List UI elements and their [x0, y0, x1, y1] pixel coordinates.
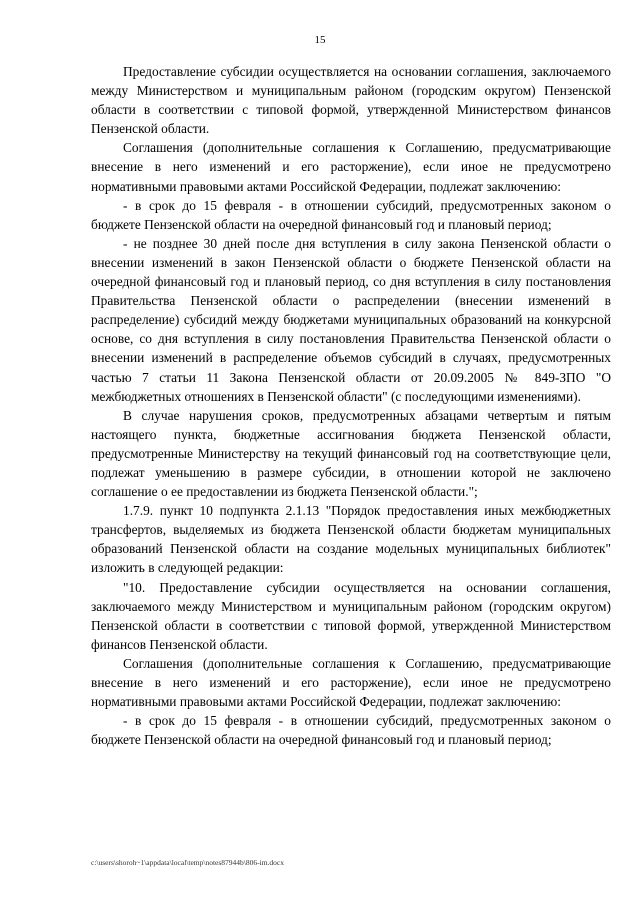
paragraph: - в срок до 15 февраля - в отношении субсидий, предусмотренных законом о бюджете Пензенской области на очередной финансовый год и плановый период; [91, 713, 611, 748]
footer-file-path: c:\users\shoroh~1\appdata\local\temp\notes87944b\806-im.docx [91, 858, 284, 867]
paragraph: - в срок до 15 февраля - в отношении субсидий, предусмотренных законом о бюджете Пензенской области на очередной финансовый год и плановый период; [91, 197, 611, 232]
paragraph: - не позднее 30 дней после дня вступления в силу закона Пензенской области о внесении изменений в закон Пензенской области о бюджете Пензенской области на очередной финансовый год и плановый период, со дня вступления в силу постановления Правительства Пензенской области о распределении (внесении изменений в распределение) субсидий между бюджетами муниципальных образований на конкурсной основе, со дня вступления в силу постановления Правительства Пензенской области о внесении изменений в распределение объемов субсидий в случаях, предусмотренных частью 7 статьи 11 Закона Пензенской области от 20.09.2005 № 849-ЗПО "О межбюджетных отношениях в Пензенской области" (с последующими изменениями). [91, 235, 611, 404]
paragraph: "10. Предоставление субсидии осуществляется на основании соглашения, заключаемого между Министерством и муниципальным районом (городским округом) Пензенской области в соответствии с типовой формой, утвержденной Министерством финансов Пензенской области. [91, 579, 611, 652]
paragraph: В случае нарушения сроков, предусмотренных абзацами четвертым и пятым настоящего пункта, бюджетные ассигнования бюджета Пензенской области, предусмотренные Министерству на текущий финансовый год на соответствующие цели, подлежат уменьшению в размере субсидии, в отношении которой не заключено соглашение о ее предоставлении из бюджета Пензенской области."; [91, 407, 611, 500]
page-number: 15 [314, 34, 326, 46]
paragraph: 1.7.9. пункт 10 подпункта 2.1.13 "Порядок предоставления иных межбюджетных трансфертов, выделяемых из бюджета Пензенской области бюджетам муниципальных образований Пензенской области на создание модельных муниципальных библиотек" изложить в следующей редакции: [91, 503, 611, 576]
paragraph: Соглашения (дополнительные соглашения к Соглашению, предусматривающие внесение в него изменений и его расторжение), если иное не предусмотрено нормативными правовыми актами Российской Федерации, подлежат заключению: [91, 140, 611, 194]
paragraph: Соглашения (дополнительные соглашения к Соглашению, предусматривающие внесение в него изменений и его расторжение), если иное не предусмотрено нормативными правовыми актами Российской Федерации, подлежат заключению: [91, 655, 611, 710]
paragraph: Предоставление субсидии осуществляется на основании соглашения, заключаемого между Министерством и муниципальным районом (городским округом) Пензенской области в соответствии с типовой формой, утвержденной Министерством финансов Пензенской области. [91, 64, 611, 137]
document-body [91, 62, 611, 749]
